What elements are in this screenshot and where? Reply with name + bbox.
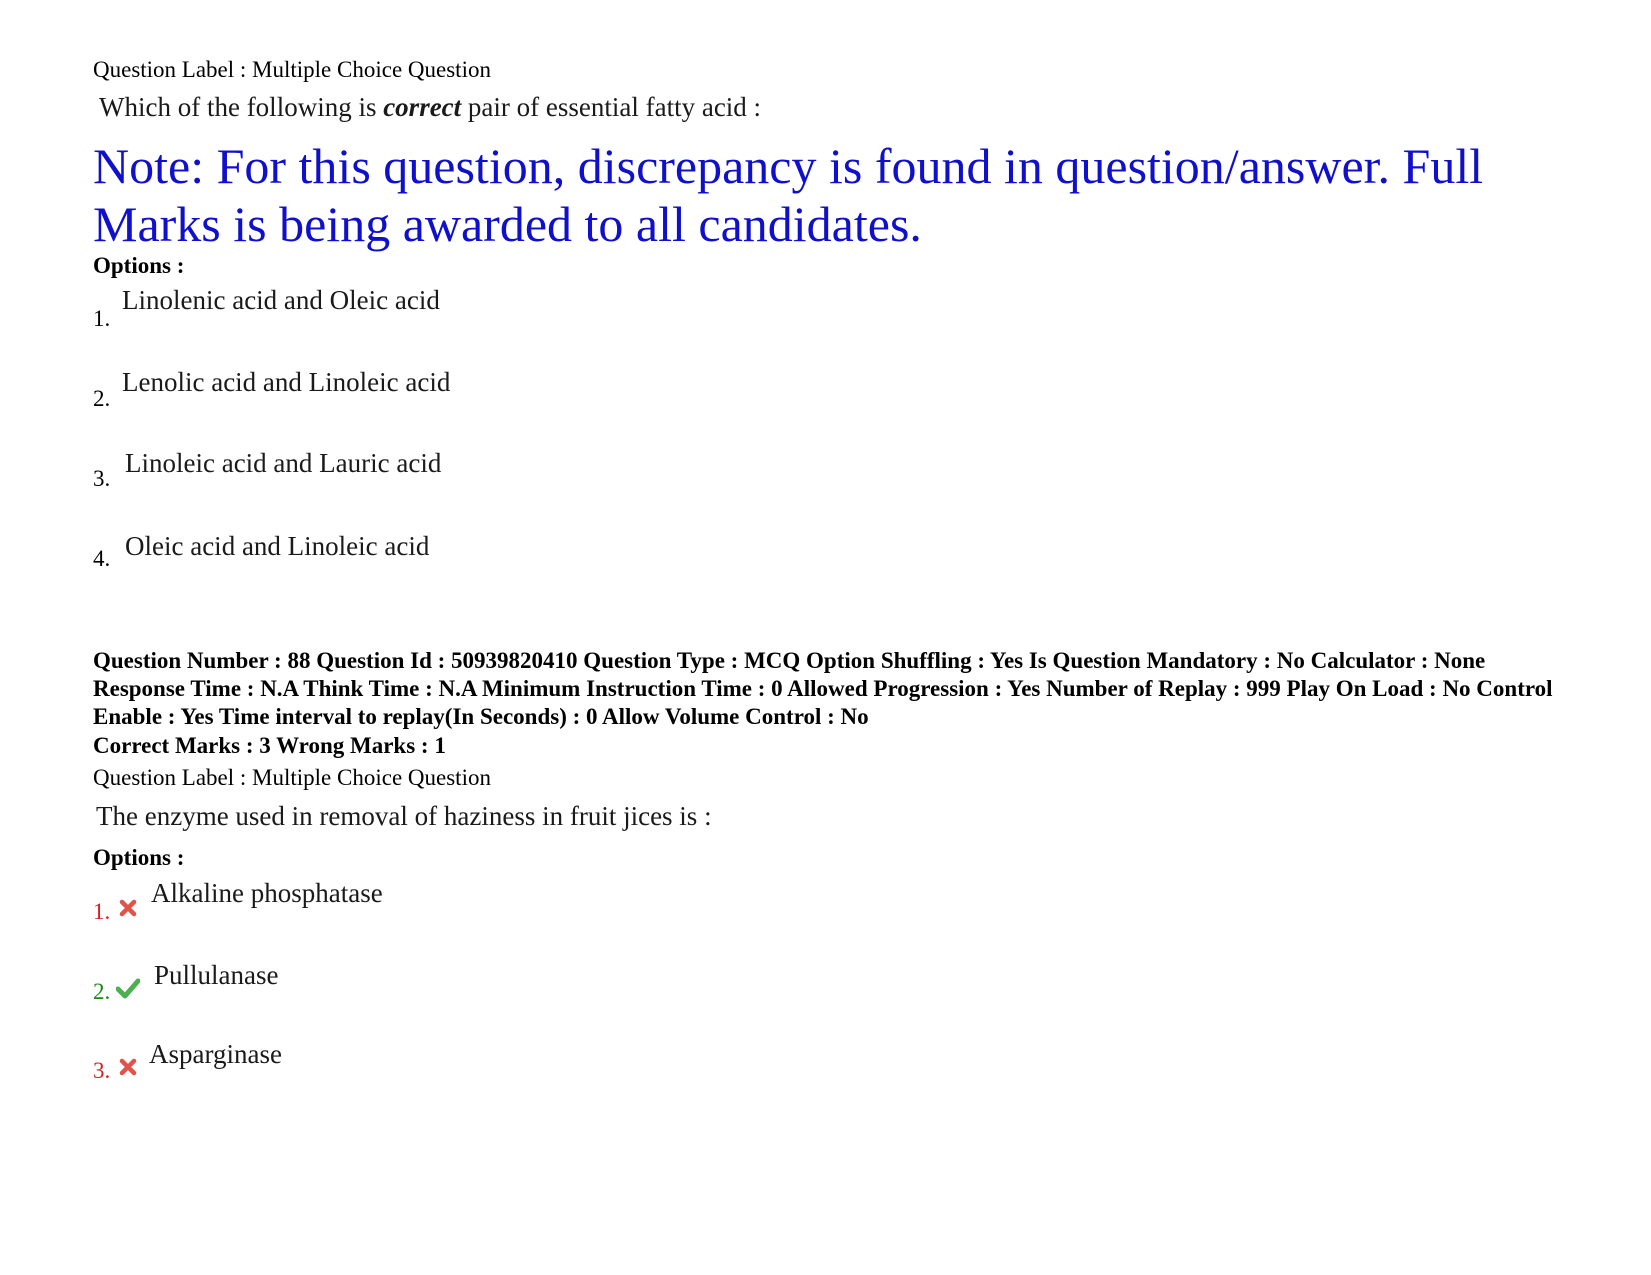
question-text-emphasis: correct xyxy=(383,92,462,122)
discrepancy-note: Note: For this question, discrepancy is found in question/answer. Full Marks is being awarded to all candidates. xyxy=(93,138,1484,252)
option-number: 3. xyxy=(93,466,111,491)
option-number: 3. xyxy=(93,1058,111,1083)
cross-icon xyxy=(118,898,138,918)
question-text-after: pair of essential fatty acid : xyxy=(461,92,762,122)
options-heading: Options : xyxy=(93,253,185,278)
question-label: Question Label : Multiple Choice Question xyxy=(93,765,491,790)
question-metadata: Question Number : 88 Question Id : 50939820410 Question Type : MCQ Option Shuffling : Yes Is Question Mandatory : No Calculator : None Response Time : N.A Think Time : N.A Minimum Instruction Time : 0 Allowed Progression : Yes Number of Replay : 999 Play On Load : No Control Enable : Yes Time interval to replay(In Seconds) : 0 Allow Volume Control : No xyxy=(93,648,1553,729)
question-label: Question Label : Multiple Choice Question xyxy=(93,57,491,82)
option-text: Pullulanase xyxy=(154,960,279,990)
option-number: 1. xyxy=(93,899,111,924)
option-number: 1. xyxy=(93,306,111,331)
question-text-before: Which of the following is xyxy=(99,92,384,122)
cross-icon xyxy=(118,1057,138,1077)
marks-line: Correct Marks : 3 Wrong Marks : 1 xyxy=(93,733,446,758)
option-number: 2. xyxy=(93,979,111,1004)
option-text: Lenolic acid and Linoleic acid xyxy=(122,367,451,397)
option-number: 4. xyxy=(93,546,111,571)
option-text: Alkaline phosphatase xyxy=(151,878,383,908)
option-text: Linoleic acid and Lauric acid xyxy=(125,448,442,478)
option-text: Asparginase xyxy=(149,1039,282,1069)
option-text: Oleic acid and Linoleic acid xyxy=(125,531,430,561)
option-text: Linolenic acid and Oleic acid xyxy=(122,285,440,315)
option-number: 2. xyxy=(93,386,111,411)
check-icon xyxy=(116,977,140,999)
options-heading: Options : xyxy=(93,845,185,870)
question-text: The enzyme used in removal of haziness in fruit jices is : xyxy=(96,801,712,831)
question-text xyxy=(99,92,761,123)
